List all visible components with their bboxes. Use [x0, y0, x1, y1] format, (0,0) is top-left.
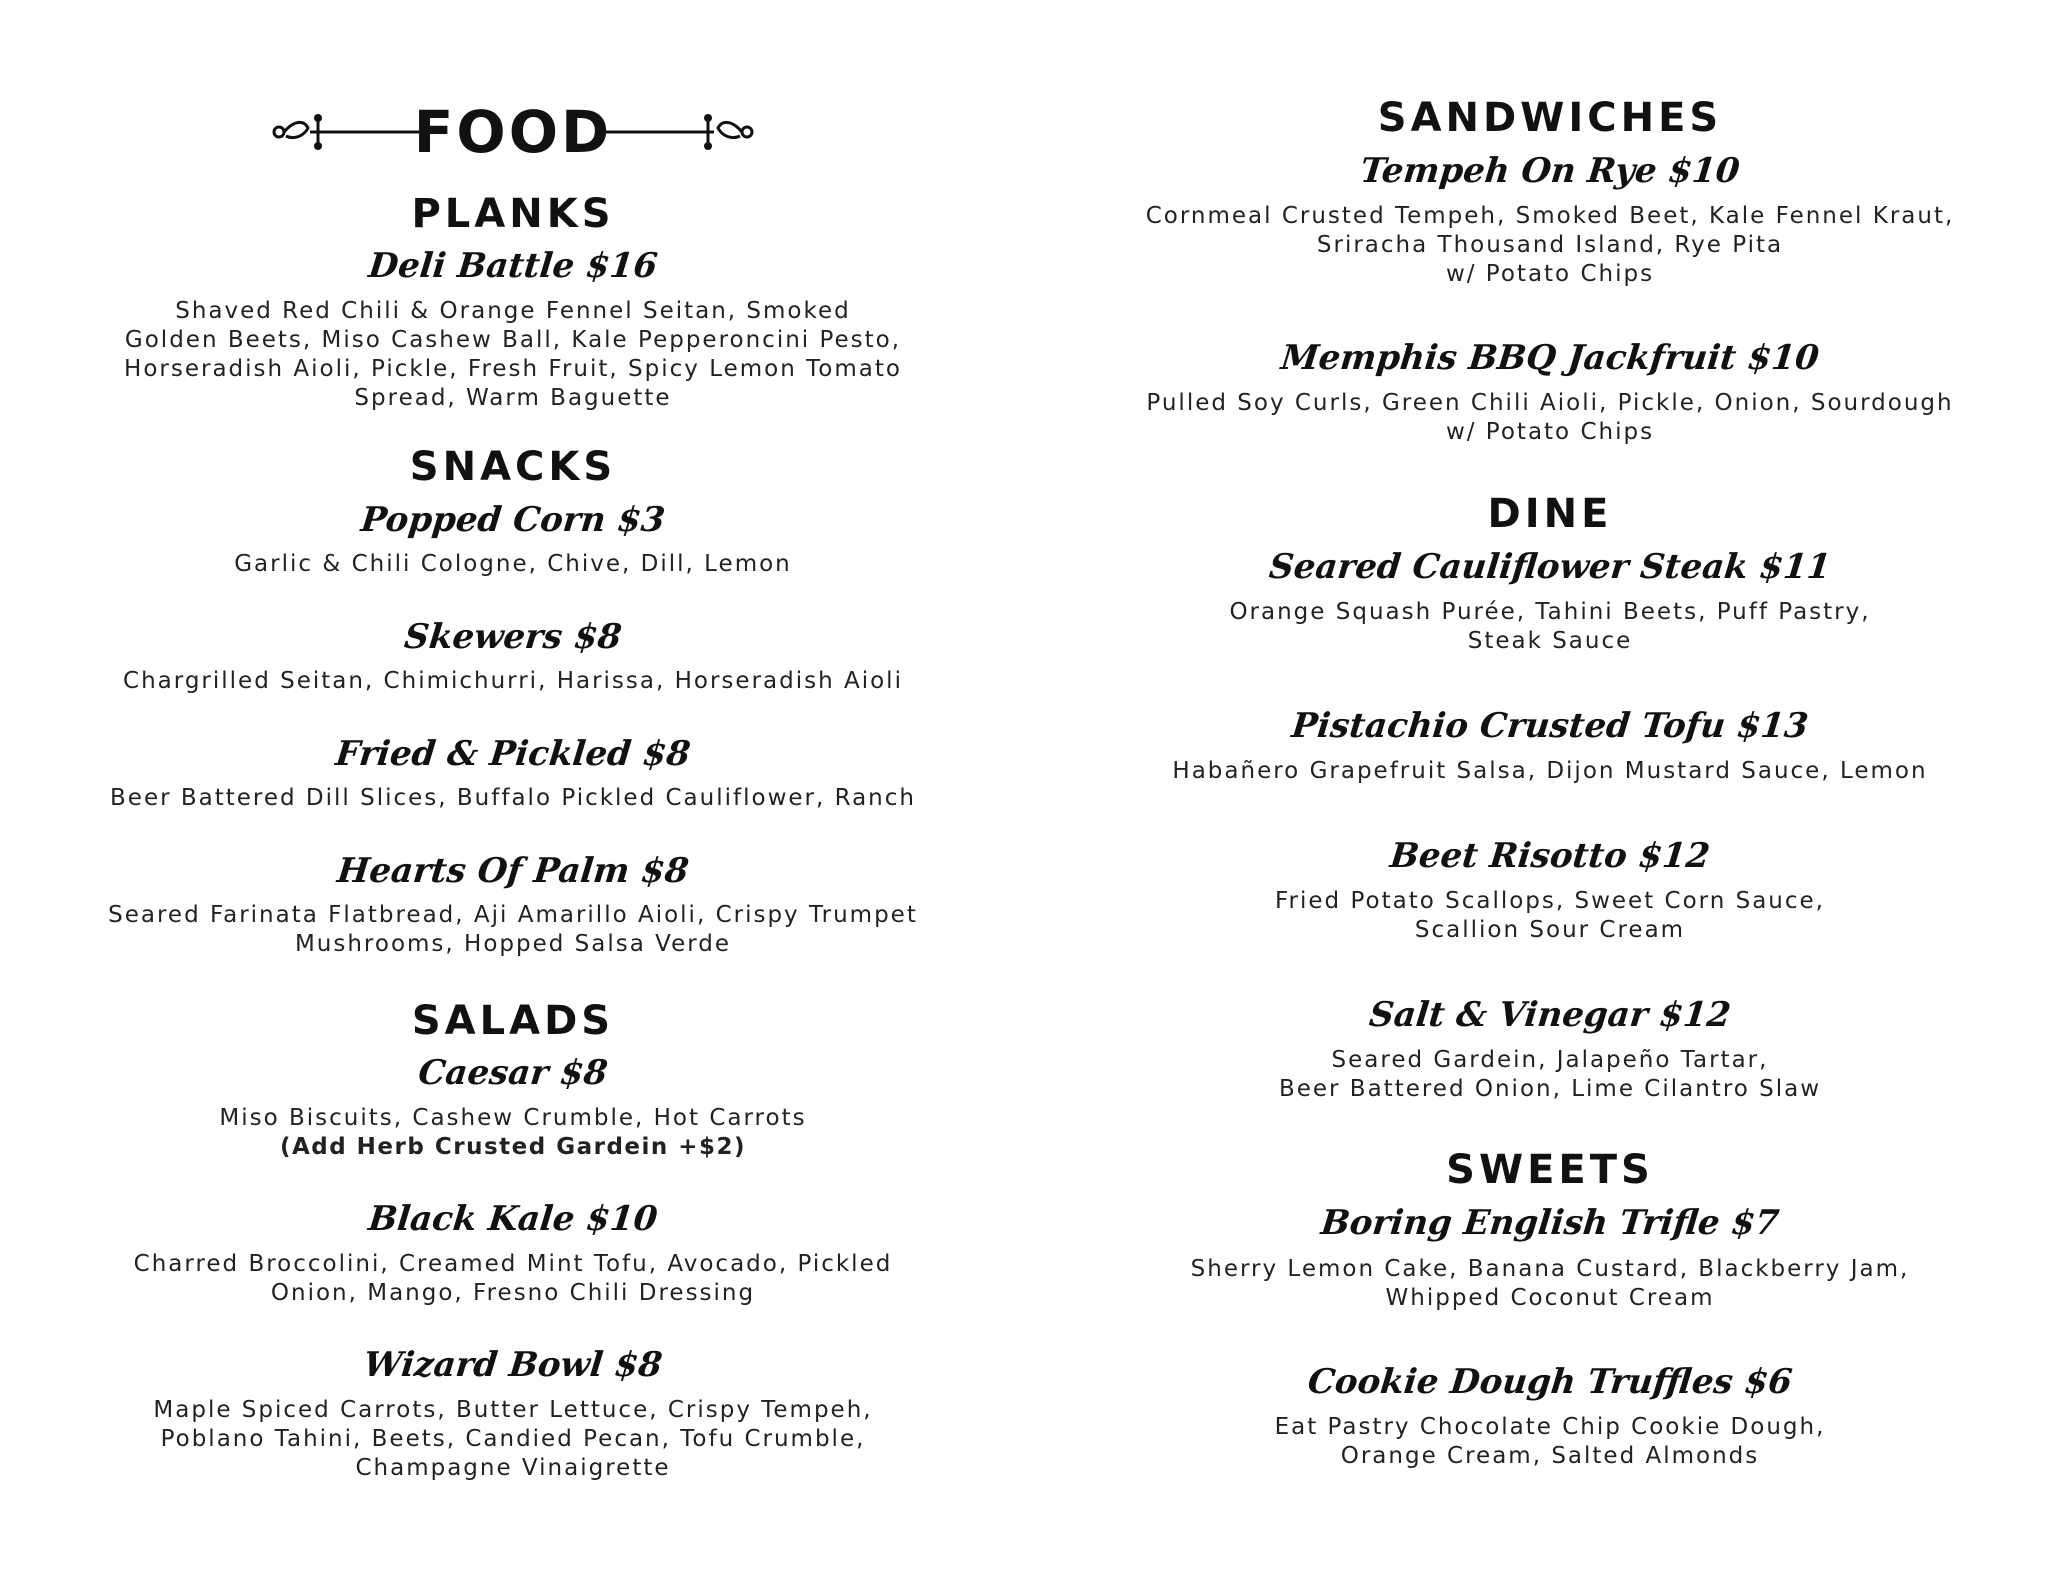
- section-planks: [72, 190, 954, 238]
- description-line: Beer Battered Dill Slices, Buffalo Pickled Cauliflower, Ranch: [110, 785, 916, 811]
- section-title: SANDWICHES: [1377, 95, 1723, 141]
- item-description: [72, 1250, 954, 1308]
- description-line: Chargrilled Seitan, Chimichurri, Harissa, Horseradish Aioli: [123, 668, 903, 694]
- description-line: Orange Squash Purée, Tahini Beets, Puff Pastry,: [1229, 599, 1871, 625]
- item-description: [72, 784, 954, 813]
- description-line: Eat Pastry Chocolate Chip Cookie Dough,: [1274, 1414, 1826, 1440]
- menu-item: [72, 615, 954, 659]
- menu-item: [72, 1051, 954, 1095]
- item-description: [1110, 887, 1990, 945]
- menu-item: [1110, 149, 1990, 193]
- menu-item: [1110, 1360, 1990, 1404]
- description-line: Mushrooms, Hopped Salsa Verde: [294, 931, 732, 957]
- description-line: w/ Potato Chips: [1445, 419, 1655, 445]
- section-snacks: [72, 443, 954, 491]
- description-line: Shaved Red Chili & Orange Fennel Seitan, Smoked: [175, 298, 851, 324]
- description-line: Golden Beets, Miso Cashew Ball, Kale Pepperoncini Pesto,: [124, 327, 902, 353]
- item-name: Hearts Of Palm $8: [335, 851, 691, 891]
- menu-item: [1110, 993, 1990, 1037]
- description-line: Seared Farinata Flatbread, Aji Amarillo Aioli, Crispy Trumpet: [108, 902, 918, 928]
- menu-item: [1110, 545, 1990, 589]
- item-description: [1110, 389, 1990, 447]
- section-title: SNACKS: [409, 444, 617, 490]
- description-line: Scallion Sour Cream: [1414, 917, 1686, 943]
- description-line: Charred Broccolini, Creamed Mint Tofu, Avocado, Pickled: [133, 1251, 893, 1277]
- item-description: [1110, 202, 1990, 289]
- menu-item: [72, 498, 954, 542]
- menu-item: [72, 1197, 954, 1241]
- description-line: Habañero Grapefruit Salsa, Dijon Mustard Sauce, Lemon: [1172, 758, 1928, 784]
- item-name: Seared Cauliflower Steak $11: [1267, 547, 1833, 587]
- item-description: [72, 901, 954, 959]
- description-line: Sriracha Thousand Island, Rye Pita: [1316, 232, 1784, 258]
- item-name: Cookie Dough Truffles $6: [1305, 1362, 1795, 1402]
- item-name: Boring English Trifle $7: [1319, 1203, 1781, 1243]
- item-name: Fried & Pickled $8: [333, 734, 693, 774]
- item-description: [72, 297, 954, 413]
- food-title: FOOD: [413, 98, 613, 166]
- description-line: Pulled Soy Curls, Green Chili Aioli, Pickle, Onion, Sourdough: [1146, 390, 1954, 416]
- description-line: Spread, Warm Baguette: [354, 385, 672, 411]
- section-sweets: [1110, 1146, 1990, 1194]
- item-name: Salt & Vinegar $12: [1367, 995, 1733, 1035]
- section-title: SWEETS: [1446, 1147, 1654, 1193]
- item-description: [72, 550, 954, 579]
- menu-item: [72, 849, 954, 893]
- description-line: Garlic & Chili Cologne, Chive, Dill, Lemon: [234, 551, 792, 577]
- item-name: Skewers $8: [402, 617, 624, 657]
- item-name: Tempeh On Rye $10: [1358, 151, 1742, 191]
- item-description: [72, 667, 954, 696]
- item-name: Deli Battle $16: [366, 246, 660, 286]
- description-line: Orange Cream, Salted Almonds: [1340, 1443, 1760, 1469]
- section-salads: [72, 997, 954, 1045]
- item-description: [1110, 757, 1990, 786]
- menu-item: [1110, 834, 1990, 878]
- addon-line: (Add Herb Crusted Gardein +$2): [279, 1134, 747, 1160]
- item-description: [1110, 1046, 1990, 1104]
- description-line: Beer Battered Onion, Lime Cilantro Slaw: [1278, 1076, 1822, 1102]
- description-line: Whipped Coconut Cream: [1385, 1285, 1715, 1311]
- description-line: Sherry Lemon Cake, Banana Custard, Blackberry Jam,: [1190, 1256, 1910, 1282]
- section-title: DINE: [1487, 491, 1613, 537]
- item-name: Beet Risotto $12: [1388, 836, 1712, 876]
- section-dine: [1110, 490, 1990, 538]
- menu-item: [72, 1343, 954, 1387]
- item-description: [1110, 598, 1990, 656]
- description-line: Miso Biscuits, Cashew Crumble, Hot Carrots: [219, 1105, 807, 1131]
- item-description: [1110, 1255, 1990, 1313]
- section-title: PLANKS: [411, 191, 615, 237]
- item-description: [72, 1104, 954, 1162]
- description-line: Horseradish Aioli, Pickle, Fresh Fruit, Spicy Lemon Tomato: [124, 356, 902, 382]
- food-header: [72, 92, 954, 172]
- description-line: Fried Potato Scallops, Sweet Corn Sauce,: [1275, 888, 1825, 914]
- description-line: Champagne Vinaigrette: [355, 1455, 671, 1481]
- description-line: Seared Gardein, Jalapeño Tartar,: [1331, 1047, 1769, 1073]
- item-name: Popped Corn $3: [359, 500, 667, 540]
- description-line: Cornmeal Crusted Tempeh, Smoked Beet, Kale Fennel Kraut,: [1145, 203, 1955, 229]
- item-description: [1110, 1413, 1990, 1471]
- menu-item: [1110, 336, 1990, 380]
- item-name: Black Kale $10: [366, 1199, 660, 1239]
- section-sandwiches: [1110, 94, 1990, 142]
- item-name: Wizard Bowl $8: [361, 1345, 665, 1385]
- description-line: Steak Sauce: [1467, 628, 1633, 654]
- item-name: Memphis BBQ Jackfruit $10: [1279, 338, 1821, 378]
- item-description: [72, 1396, 954, 1483]
- description-line: Maple Spiced Carrots, Butter Lettuce, Crispy Tempeh,: [153, 1397, 873, 1423]
- menu-item: [72, 732, 954, 776]
- section-title: SALADS: [411, 998, 615, 1044]
- item-name: Pistachio Crusted Tofu $13: [1289, 706, 1811, 746]
- description-line: Poblano Tahini, Beets, Candied Pecan, Tofu Crumble,: [160, 1426, 866, 1452]
- menu-item: [72, 244, 954, 288]
- menu-item: [1110, 1201, 1990, 1245]
- item-name: Caesar $8: [416, 1053, 610, 1093]
- description-line: Onion, Mango, Fresno Chili Dressing: [270, 1280, 756, 1306]
- menu-item: [1110, 704, 1990, 748]
- description-line: w/ Potato Chips: [1445, 261, 1655, 287]
